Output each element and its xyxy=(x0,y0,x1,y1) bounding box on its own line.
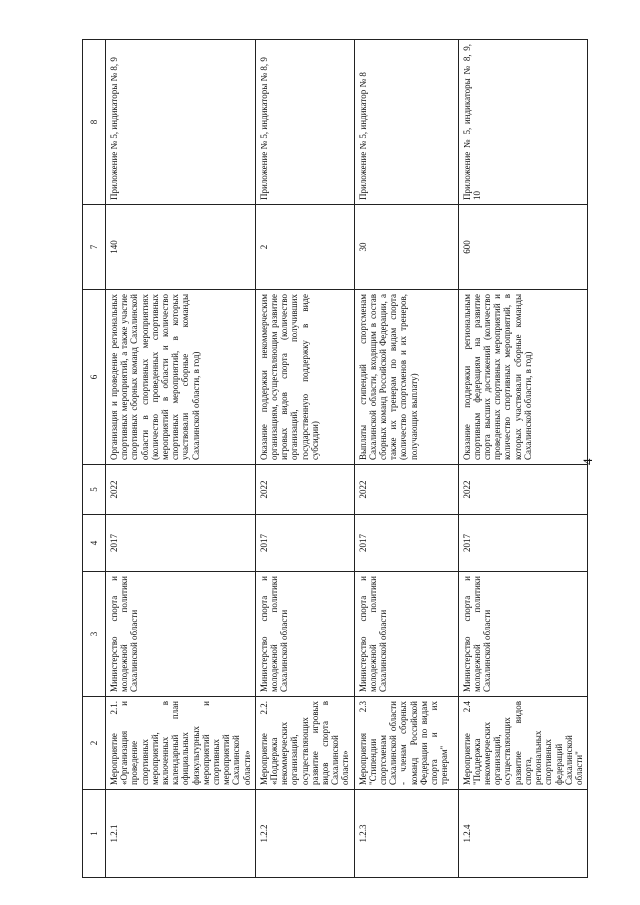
table-cell: Приложение № 5, индикаторы № 8, 9, 10 xyxy=(458,40,587,205)
table-cell: Мероприятие 2.2. «Поддержка некоммерческих организаций, осуществляющих развитие игровых видов спорта в Сахалинской области» xyxy=(255,697,354,790)
table-cell: Оказание поддержки некоммерческим организациям, осуществляющим развитие игровых видов спорта (количество организаций, получивших государственную поддержку в виде субсидии) xyxy=(255,290,354,465)
table-cell: 1.2.2 xyxy=(255,790,354,878)
table-cell: Мероприятие 2.4 "Поддержка некоммерческих организаций, осуществляющих развитие видов спорта, региональных спортивных федераций Сахалинской области" xyxy=(458,697,587,790)
table-cell: Приложение № 5, индикаторы № 8, 9 xyxy=(106,40,256,205)
table-cell: 2 xyxy=(255,205,354,290)
table-cell: Оказание поддержки региональным спортивным федерациям на развитие спорта высших достижений (количество проведенных спортивных мероприятий и количество спортивных мероприятий, в которых участвовали сборные команды Сахалинской области, в год) xyxy=(458,290,587,465)
table-cell: 30 xyxy=(354,205,458,290)
table-cell: 600 xyxy=(458,205,587,290)
program-table xyxy=(82,39,588,878)
table-cell: 2017 xyxy=(255,515,354,572)
header-row xyxy=(83,40,106,878)
table-cell: Выплаты стипендий спортсменам Сахалинской области, входящим в состав сборных команд Российской Федерации, а также их тренерам по видам спорта (количество спортсменов и их тренеров, получающих выплату) xyxy=(354,290,458,465)
table-row xyxy=(458,40,587,878)
table-cell: 1.2.3 xyxy=(354,790,458,878)
table-cell: Министерство спорта и молодежной политики Сахалинской области xyxy=(106,572,256,697)
table-cell: Министерство спорта и молодежной политики Сахалинской области xyxy=(255,572,354,697)
table-cell: Организация и проведение региональных спортивных мероприятий, а также участие спортивных сборных команд Сахалинской области в спортивных мероприятиях (количество проведенных спортивных мероприятий в области и количество спортивных мероприятий, в которых участвовали сборные команды Сахалинской области, в год) xyxy=(106,290,256,465)
column-header: 5 xyxy=(83,465,106,515)
table-cell: 2022 xyxy=(354,465,458,515)
table-cell: Мероприятие 2.1. «Организация и проведение спортивных мероприятий, включенных в календарный план официальных физкультурных мероприятий и спортивных мероприятий Сахалинской области» xyxy=(106,697,256,790)
table-cell: Приложение № 5, индикатор № 8 xyxy=(354,40,458,205)
table-cell: Министерство спорта и молодежной политики Сахалинской области xyxy=(458,572,587,697)
table-row xyxy=(106,40,256,878)
table-cell: 2022 xyxy=(255,465,354,515)
table-cell: 2017 xyxy=(354,515,458,572)
column-header: 2 xyxy=(83,697,106,790)
table-cell: 2022 xyxy=(458,465,587,515)
table-row xyxy=(255,40,354,878)
table-cell: 2017 xyxy=(106,515,256,572)
table-cell: 140 xyxy=(106,205,256,290)
column-header: 1 xyxy=(83,790,106,878)
table-cell: 1.2.4 xyxy=(458,790,587,878)
column-header: 6 xyxy=(83,290,106,465)
column-header: 8 xyxy=(83,40,106,205)
table-cell: 2022 xyxy=(106,465,256,515)
column-header: 4 xyxy=(83,515,106,572)
table-cell: 1.2.1 xyxy=(106,790,256,878)
page-number: 4 xyxy=(580,458,595,465)
table-cell: Министерство спорта и молодежной политики Сахалинской области xyxy=(354,572,458,697)
table-cell: Приложение № 5, индикаторы № 8, 9 xyxy=(255,40,354,205)
table-cell: 2017 xyxy=(458,515,587,572)
column-header: 7 xyxy=(83,205,106,290)
column-header: 3 xyxy=(83,572,106,697)
table-cell: Мероприятия 2.3 "Стипендии спортсменам Сахалинской области - членам сборных команд Российской Федерации по видам спорта и их тренерам" xyxy=(354,697,458,790)
table-row xyxy=(354,40,458,878)
